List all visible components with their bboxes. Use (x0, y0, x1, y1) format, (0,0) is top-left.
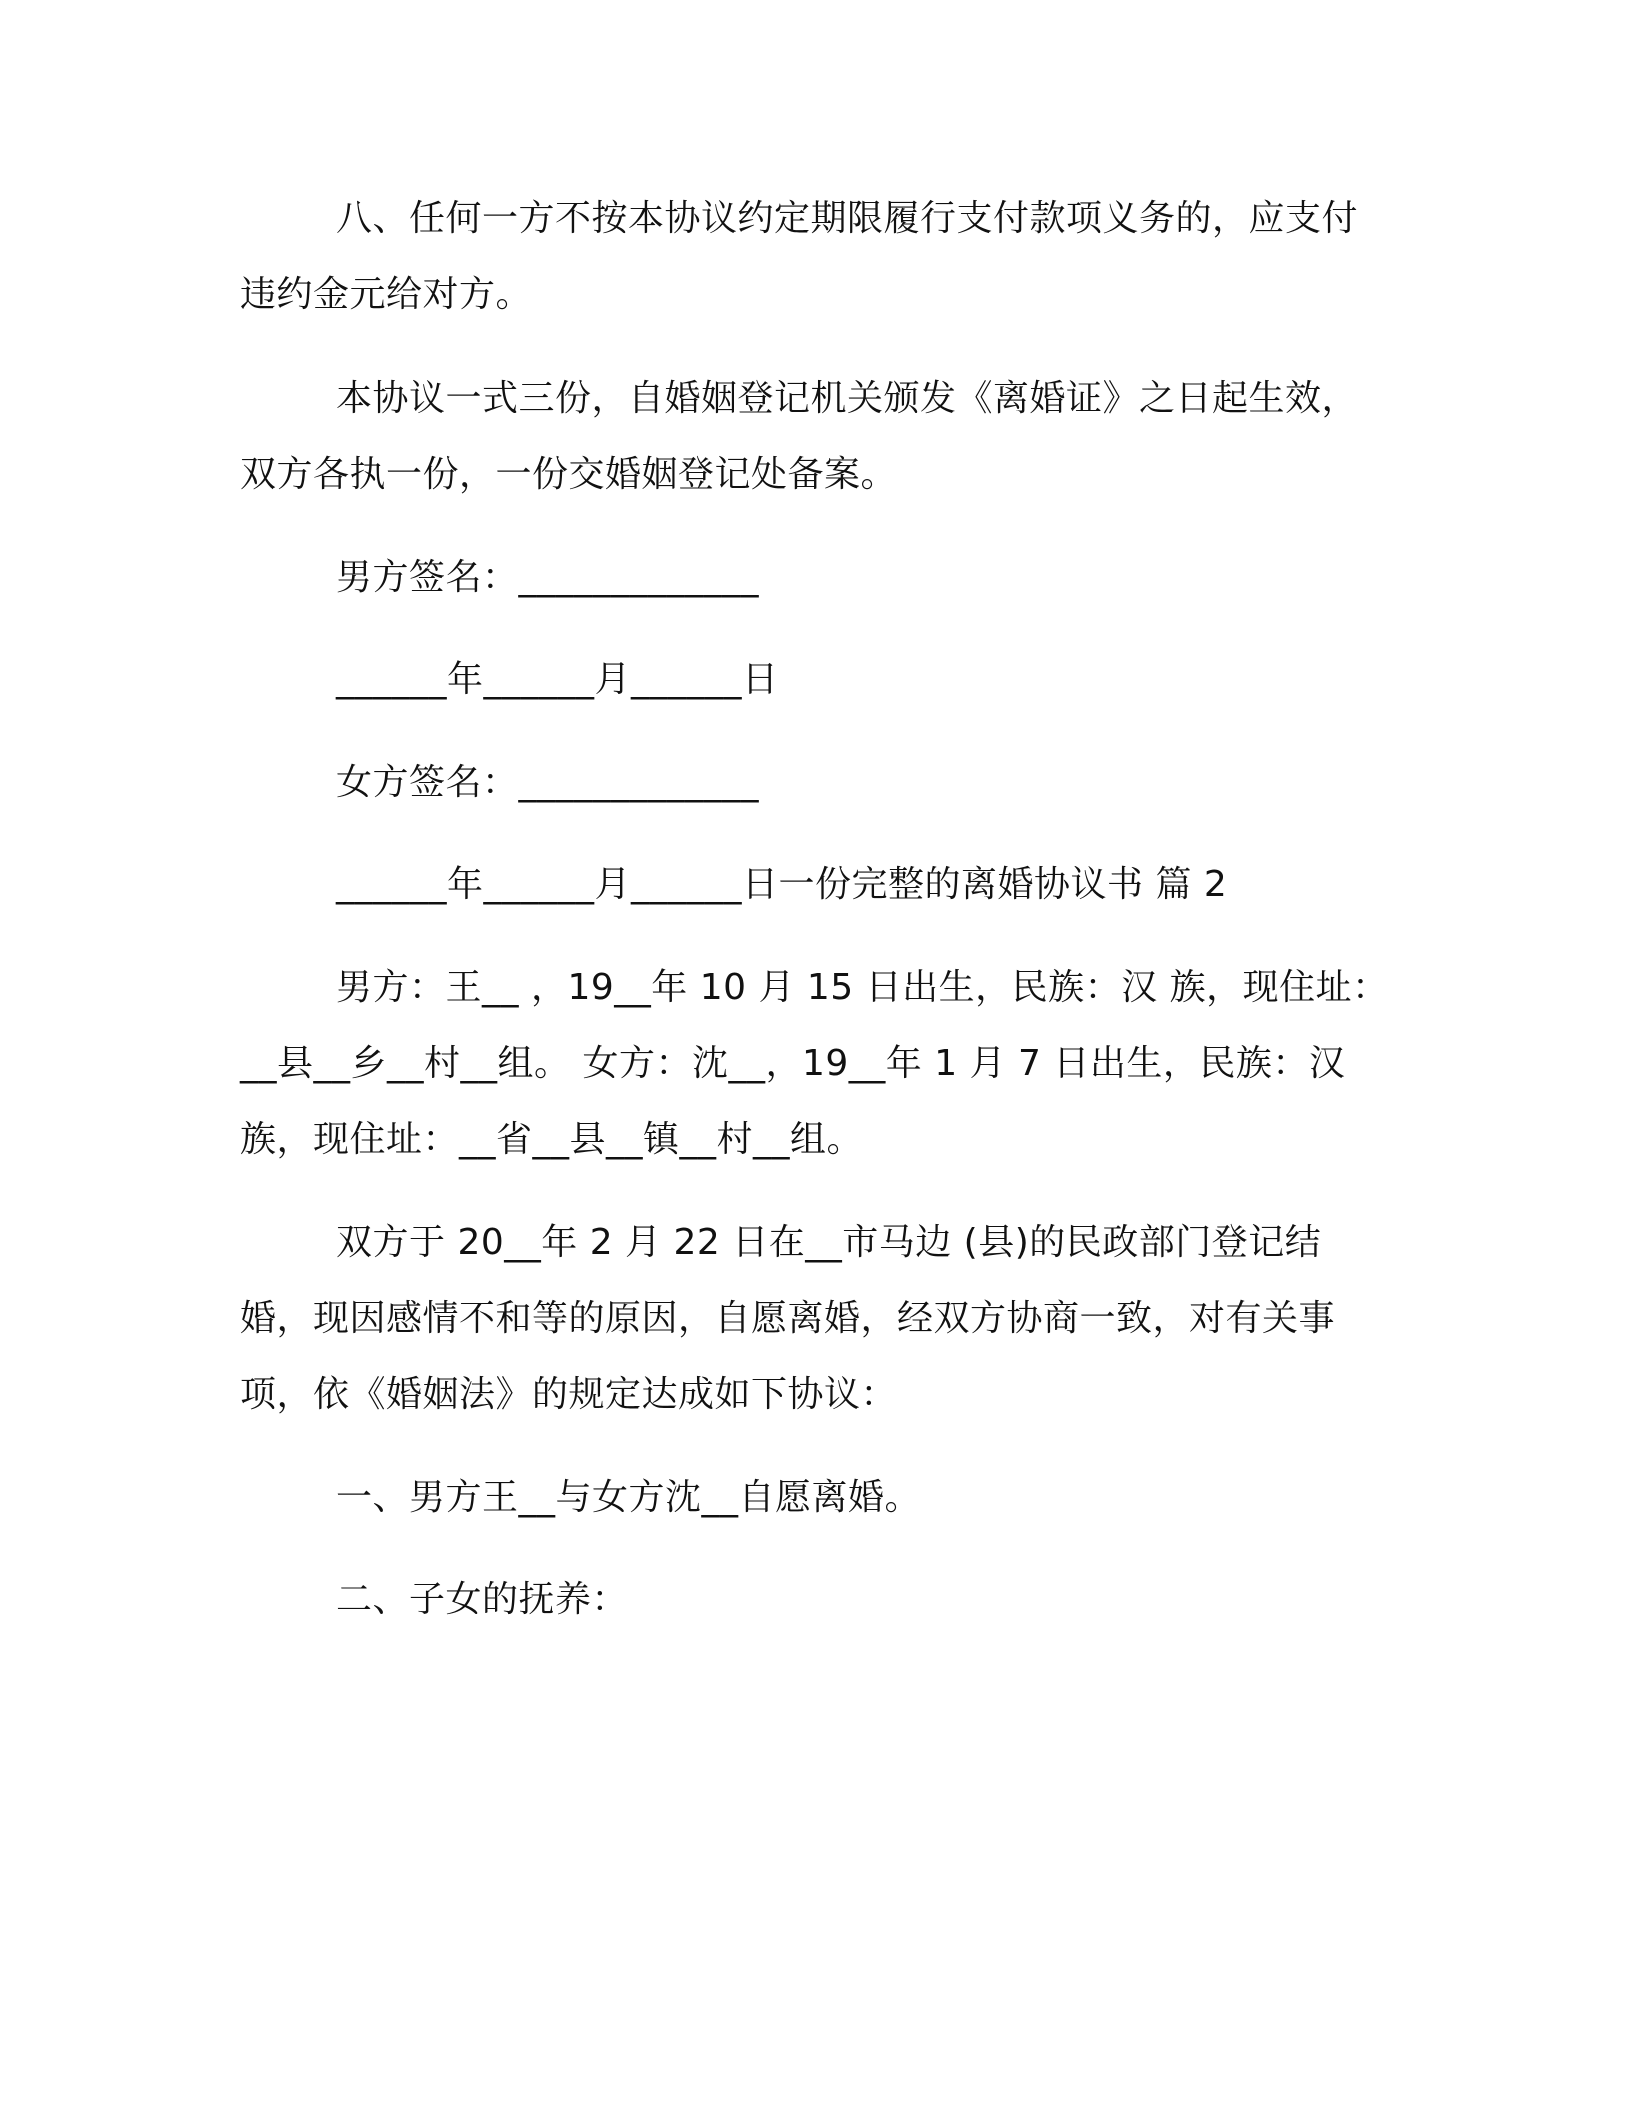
paragraph-clause-8: 八、任何一方不按本协议约定期限履行支付款项义务的，应支付违约金元给对方。 (240, 198, 1359, 315)
male-signature-date-line: ______年______月______日 (336, 659, 779, 700)
paragraph-parties-info: 男方：王__ ，19__年 10 月 15 日出生，民族：汉 族，现住址：__县__乡__村__组。 女方：沈__，19__年 1 月 7 日出生，民族：汉族，现住址：__省__县__镇__村__组。 (240, 967, 1389, 1160)
female-signature-line: 女方签名：_____________ (336, 762, 760, 803)
paragraph-copies-effective: 本协议一式三份，自婚姻登记机关颁发《离婚证》之日起生效，双方各执一份，一份交婚姻登记处备案。 (240, 378, 1359, 495)
paragraph-clause-1: 一、男方王__与女方沈__自愿离婚。 (336, 1477, 922, 1518)
paragraph-marriage-registration: 双方于 20__年 2 月 22 日在__市马边 (县)的民政部门登记结婚，现因感情不和等的原因，自愿离婚，经双方协商一致，对有关事项，依《婚姻法》的规定达成如下协议： (240, 1222, 1336, 1415)
male-signature-line: 男方签名：_____________ (336, 557, 760, 598)
female-signature-date-and-section-title: ______年______月______日一份完整的离婚协议书 篇 2 (336, 864, 1228, 905)
paragraph-clause-2: 二、子女的抚养： (336, 1579, 629, 1620)
